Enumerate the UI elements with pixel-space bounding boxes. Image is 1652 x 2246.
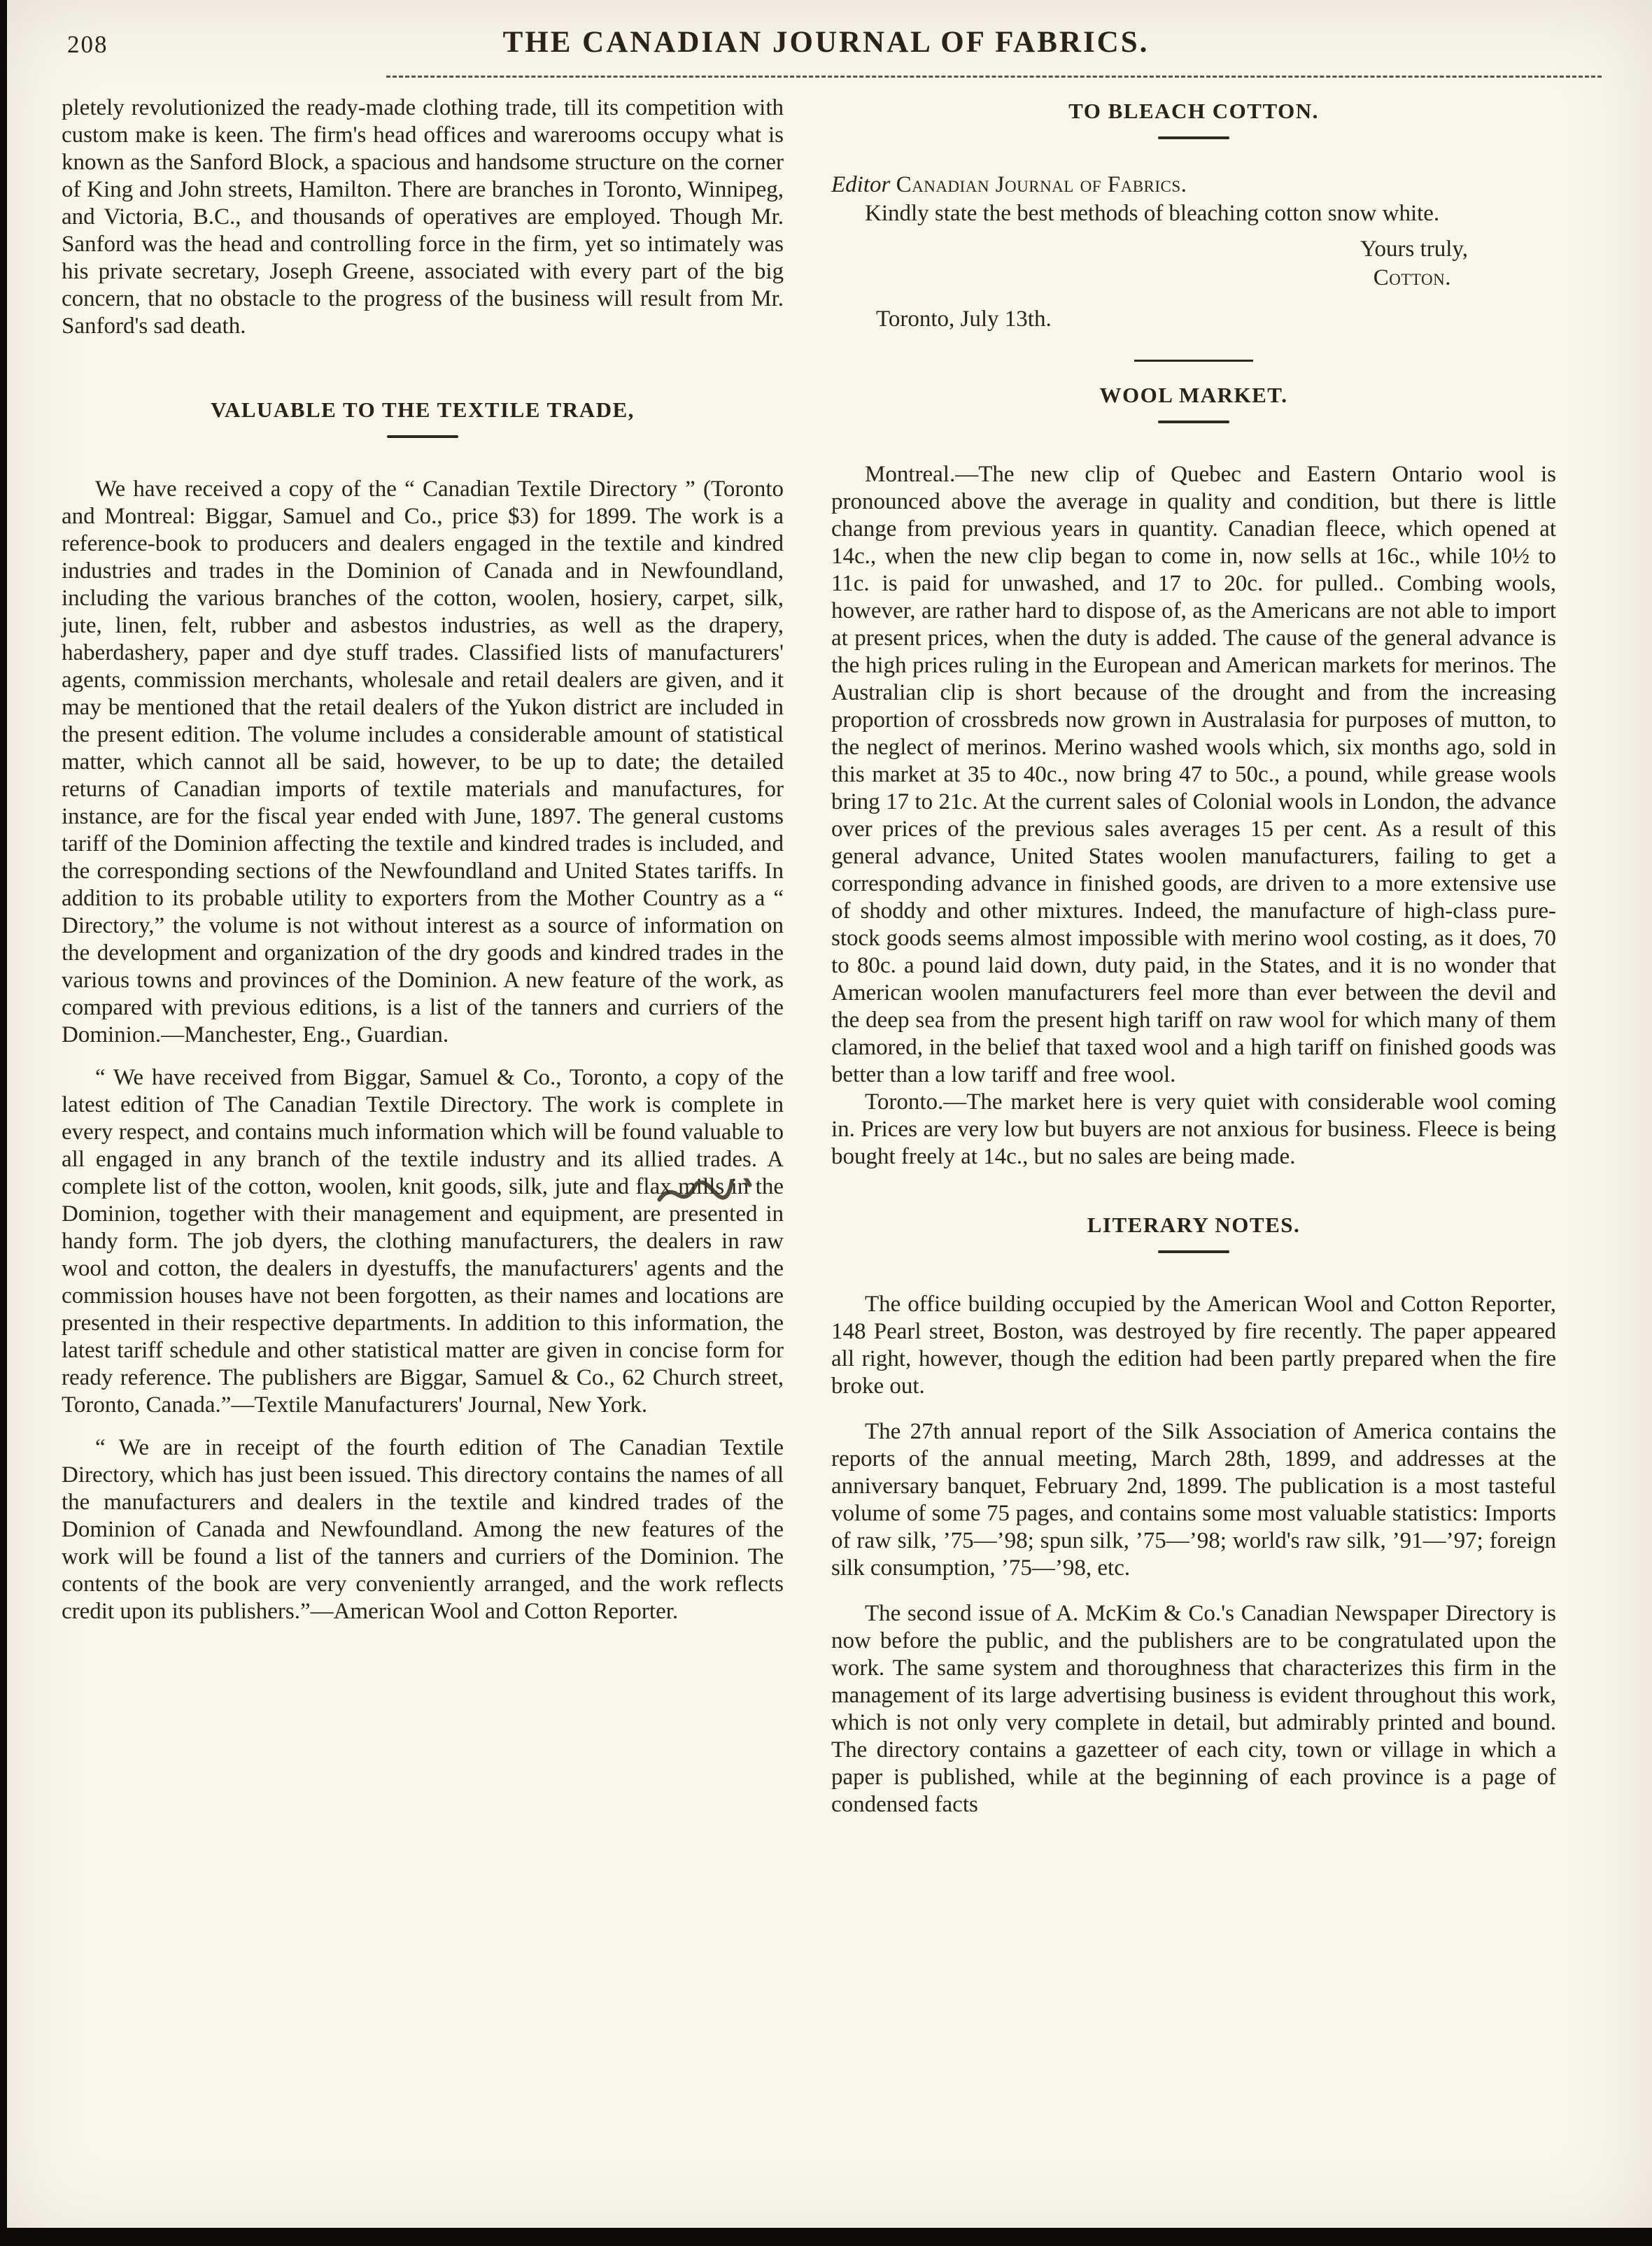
letter-address	[831, 171, 1556, 199]
ink-smudge	[656, 1178, 755, 1208]
heading-rule	[1158, 1250, 1229, 1253]
section-heading-bleach-cotton: TO BLEACH COTTON.	[1068, 99, 1319, 123]
page-number: 208	[67, 31, 108, 58]
scan-edge-bottom	[0, 2228, 1652, 2246]
letter-addressee: Canadian Journal of Fabrics.	[896, 172, 1187, 197]
paragraph-wool-montreal: Montreal.—The new clip of Quebec and Eastern Ontario wool is pronounced above the average in quality and condition, but there is little change from previous years in quantity. Canadian fleece, which opened at 14c., when the new clip began to come in, now sells at 16c., while 10½ to 11c. is paid for unwashed, and 17 to 20c. for pulled.. Combing wools, however, are rather hard to dispose of, as the Americans are not able to import at present prices, when the duty is added. The cause of the general advance is the high prices ruling in the European and American markets for merinos. The Australian clip is short because of the drought and from the increasing proportion of crossbreds now grown in Australasia for purposes of mutton, to the neglect of merinos. Merino washed wools which, six months ago, sold in this market at 35 to 40c., now bring 47 to 50c., a pound, while grease wools bring 17 to 21c. At the current sales of Colonial wools in London, the advance over prices of the previous sales averages 15 per cent. As a result of this general advance, United States woolen manufacturers, failing to get a corresponding advance in finished goods, are driven to a more extensive use of shoddy and other mixtures. Indeed, the manufacture of high-class pure-stock goods seems almost impossible with merino wool costing, as it does, 70 to 80c. a pound laid down, duty paid, in the States, and it is no wonder that American woolen manufacturers feel more than ever between the devil and the deep sea from the present high tariff on raw wool for which many of them clamored, in the belief that taxed wool and a high tariff on finished goods was better than a low tariff and free wool.	[831, 462, 1556, 1087]
section-heading-literary-notes: LITERARY NOTES.	[1087, 1213, 1301, 1237]
paragraph-literary-3: The second issue of A. McKim & Co.'s Canadian Newspaper Directory is now before the public, and the publishers are to be congratulated upon the work. The same system and thoroughness that characterizes this firm in the management of its large advertising business is evident throughout this work, which is not only very complete in detail, but admirably printed and bound. The directory contains a gazetteer of each city, town or village in which a paper is published, while at the beginning of each province is a page of condensed facts	[831, 1601, 1556, 1817]
page-columns	[0, 78, 1652, 1818]
paragraph-textile-trade-1: We have received a copy of the “ Canadian Textile Directory ” (Toronto and Montreal: Biggar, Samuel and Co., price $3) for 1899. The work is a reference-book to producers and dealers engaged in the textile and kindred industries and trades in the Dominion of Canada and in Newfoundland, including the various branches of the cotton, woolen, hosiery, carpet, silk, jute, linen, felt, rubber and asbestos industries, as well as the drapery, haberdashery, paper and dye stuff trades. Classified lists of manufacturers' agents, commission merchants, wholesale and retail dealers are given, and it may be mentioned that the retail dealers of the Yukon district are included in the present edition. The volume includes a considerable amount of statistical matter, which cannot all be said, however, to be up to date; the detailed returns of Canadian imports of textile materials and manufactures, for instance, are for the fiscal year ended with June, 1897. The general customs tariff of the Dominion affecting the textile and kindred trades is included, and the corresponding sections of the Newfoundland and United States tariffs. In addition to its probable utility to exporters from the Mother Country as a “ Directory,” the volume is not without interest as a source of information on the development and organization of the dry goods and kindred trades in the various towns and provinces of the Dominion. A new feature of the work, as compared with previous editions, is a list of the tanners and curriers of the Dominion.—Manchester, Eng., Guardian.	[62, 476, 784, 1047]
right-column	[831, 94, 1556, 1818]
paragraph-wool-toronto: Toronto.—The market here is very quiet with considerable wool coming in. Prices are very low but buyers are not anxious for business. Fleece is being bought freely at 14c., but no sales are being made.	[831, 1089, 1556, 1169]
page-header	[0, 0, 1652, 67]
letter-closing: Yours truly,	[1360, 236, 1468, 262]
section-heading-wool-market: WOOL MARKET.	[1099, 383, 1288, 407]
heading-rule	[1158, 421, 1229, 423]
paragraph-literary-1: The office building occupied by the American Wool and Cotton Reporter, 148 Pearl street, Boston, was destroyed by fire recently. The paper appeared all right, however, though the edition had been partly prepared when the fire broke out.	[831, 1292, 1556, 1399]
letter-editor-label: Editor	[831, 172, 891, 197]
heading-rule	[387, 435, 458, 438]
letter-body: Kindly state the best methods of bleaching cotton snow white.	[865, 201, 1440, 226]
section-heading-textile-trade: VALUABLE TO THE TEXTILE TRADE,	[211, 397, 635, 422]
journal-title: THE CANADIAN JOURNAL OF FABRICS.	[502, 26, 1150, 59]
letter-dateline: Toronto, July 13th.	[876, 306, 1052, 332]
heading-rule	[1158, 136, 1229, 139]
left-column	[62, 94, 784, 1818]
paragraph-textile-trade-3: “ We are in receipt of the fourth edition of The Canadian Textile Directory, which has just been issued. This directory contains the names of all the manufacturers and dealers in the textile and kindred trades of the Dominion of Canada and Newfoundland. Among the new features of the work will be found a list of the tanners and curriers of the Dominion. The contents of the book are very conveniently arranged, and the work reflects credit upon its publishers.”—American Wool and Cotton Reporter.	[62, 1435, 784, 1624]
scan-edge-left	[0, 0, 7, 2246]
paragraph-textile-trade-2: “ We have received from Biggar, Samuel & Co., Toronto, a copy of the latest edition of The Canadian Textile Directory. The work is complete in every respect, and contains much information which will be found valuable to all engaged in any branch of the textile industry and its allied trades. A complete list of the cotton, woolen, knit goods, silk, jute and flax mills in the Dominion, together with their management and equipment, are presented in handy form. The job dyers, the clothing manufacturers, the dealers in raw wool and cotton, the dealers in dyestuffs, the manufacturers' agents and the commission houses have not been forgotten, as their names and locations are presented in their respective departments. In addition to this information, the latest tariff schedule and other statistical matter are given in concise form for ready reference. The publishers are Biggar, Samuel & Co., 62 Church street, Toronto, Canada.”—Textile Manufacturers' Journal, New York.	[62, 1065, 784, 1418]
section-divider	[1134, 360, 1253, 362]
continuation-paragraph: pletely revolutionized the ready-made clothing trade, till its competition with custom make is keen. The firm's head offices and warerooms occupy what is known as the Sanford Block, a spacious and handsome structure on the corner of King and John streets, Hamilton. There are branches in Toronto, Winnipeg, and Victoria, B.C., and thousands of operatives are employed. Though Mr. Sanford was the head and controlling force in the firm, yet so intimately was his private secretary, Joseph Greene, associated with every part of the big concern, that no obstacle to the progress of the business will result from Mr. Sanford's sad death.	[62, 95, 784, 339]
paragraph-literary-2: The 27th annual report of the Silk Association of America contains the reports of the annual meeting, March 28th, 1899, and addresses at the anniversary banquet, February 2nd, 1899. The publication is a most tasteful volume of some 75 pages, and contains some most valuable statistics: Imports of raw silk, ’75—’98; spun silk, ’75—’98; world's raw silk, ’91—’97; foreign silk consumption, ’75—’98, etc.	[831, 1419, 1556, 1581]
letter-signature: Cotton.	[1373, 265, 1451, 290]
